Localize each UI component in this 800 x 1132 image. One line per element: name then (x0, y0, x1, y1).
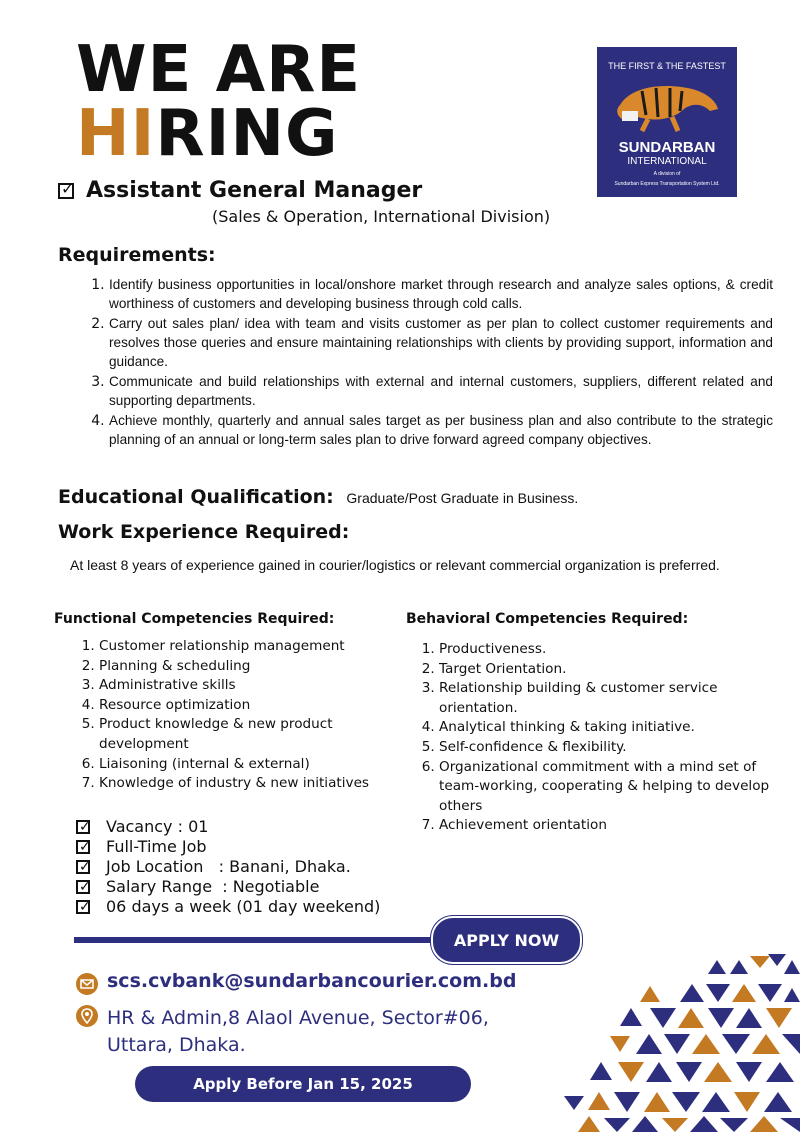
functional-item: 7. Knowledge of industry & new initiatives (99, 774, 409, 794)
email-icon (76, 973, 98, 995)
fact-row (76, 897, 380, 917)
functional-item: 3. Administrative skills (99, 676, 409, 696)
requirement-item: 1. Identify business opportunities in local/onshore market through research and analyze sales options, & credit worthiness of customers and developing business through cold calls. (109, 275, 773, 313)
address-line-1: HR & Admin,8 Alaol Avenue, Sector#06, (107, 1007, 489, 1029)
contact-email[interactable]: scs.cvbank@sundarbancourier.com.bd (107, 970, 517, 992)
fact-text: Full-Time Job (106, 837, 207, 856)
fact-text: 06 days a week (01 day weekend) (106, 897, 381, 916)
fact-row (76, 817, 380, 837)
headline-line2 (76, 97, 339, 171)
checkbox-icon (76, 820, 90, 834)
functional-item: 5. Product knowledge & new product development (99, 715, 359, 754)
tiger-icon (612, 75, 722, 133)
logo-brand: SUNDARBAN (618, 139, 716, 156)
requirement-item: 4. Achieve monthly, quarterly and annual sales target as per business plan and also contribute to the strategic planning of an annual or long-term sales plan to drive forward agreed company objectives. (109, 411, 773, 449)
functional-heading: Functional Competencies Required: (54, 611, 335, 627)
headline-rest: RING (155, 97, 339, 171)
behavioral-list (422, 640, 800, 836)
requirement-item: 2. Carry out sales plan/ idea with team and visits customer as per plan to collect customer requirements and resolves those queries and ensure maintaining relationships with clients by providing support, information and guidance. (109, 314, 773, 371)
fact-row (76, 877, 380, 897)
logo-division-1: A division of (653, 171, 681, 177)
divider-bar (74, 937, 444, 943)
functional-item: 2. Planning & scheduling (99, 657, 409, 677)
position-title-row (58, 178, 422, 203)
requirements-list (82, 275, 773, 450)
requirements-heading: Requirements: (58, 244, 216, 266)
triangle-pattern (560, 950, 800, 1132)
address-line-2: Uttara, Dhaka. (107, 1034, 246, 1056)
apply-deadline: Apply Before Jan 15, 2025 (135, 1066, 471, 1102)
contact-address (107, 1005, 489, 1059)
behavioral-item: 4. Analytical thinking & taking initiative. (439, 718, 800, 738)
position-title: Assistant General Manager (86, 178, 423, 203)
functional-item: 1. Customer relationship management (99, 637, 409, 657)
fact-row (76, 857, 380, 877)
checkbox-icon (76, 900, 90, 914)
pattern-row-1 (708, 954, 800, 974)
behavioral-item: 5. Self-confidence & flexibility. (439, 738, 800, 758)
behavioral-item: 7. Achievement orientation (439, 816, 800, 836)
requirement-item: 3. Communicate and build relationships with external and internal customers, suppliers, different related and supporting departments. (109, 372, 773, 410)
functional-item: 4. Resource optimization (99, 696, 409, 716)
headline-line1: WE ARE (76, 33, 362, 107)
behavioral-heading: Behavioral Competencies Required: (406, 611, 689, 627)
logo-division-2: Sundarban Express Transportation System Ltd. (614, 181, 720, 187)
position-subtitle: (Sales & Operation, International Division) (212, 207, 551, 226)
behavioral-item: 6. Organizational commitment with a mind set of team-working, cooperating & helping to develop others (439, 758, 789, 817)
fact-text: Job Location : Banani, Dhaka. (106, 857, 351, 876)
experience-value: At least 8 years of experience gained in courier/logistics or relevant commercial organization is preferred. (70, 557, 720, 573)
fact-text: Vacancy : 01 (106, 817, 209, 836)
functional-item: 6. Liaisoning (internal & external) (99, 755, 409, 775)
checkbox-icon (76, 840, 90, 854)
logo-sub: INTERNATIONAL (627, 156, 707, 167)
behavioral-item: 2. Target Orientation. (439, 660, 800, 680)
fact-row (76, 837, 380, 857)
behavioral-item: 3. Relationship building & customer service orientation. (439, 679, 769, 718)
headline-accent: HI (76, 97, 156, 171)
checkbox-icon (76, 880, 90, 894)
company-logo (597, 47, 737, 197)
education-row (58, 486, 578, 508)
location-pin-icon (76, 1005, 98, 1027)
logo-tagline: THE FIRST & THE FASTEST (608, 61, 726, 71)
behavioral-item: 1. Productiveness. (439, 640, 800, 660)
fact-text: Salary Range : Negotiable (106, 877, 320, 896)
functional-list (82, 637, 409, 794)
education-heading: Educational Qualification: (58, 486, 334, 508)
checkbox-icon (58, 183, 74, 199)
checkbox-icon (76, 860, 90, 874)
apply-now-button[interactable]: APPLY NOW (431, 916, 582, 964)
education-value: Graduate/Post Graduate in Business. (346, 490, 579, 506)
experience-heading: Work Experience Required: (58, 521, 350, 543)
job-facts (76, 817, 380, 917)
